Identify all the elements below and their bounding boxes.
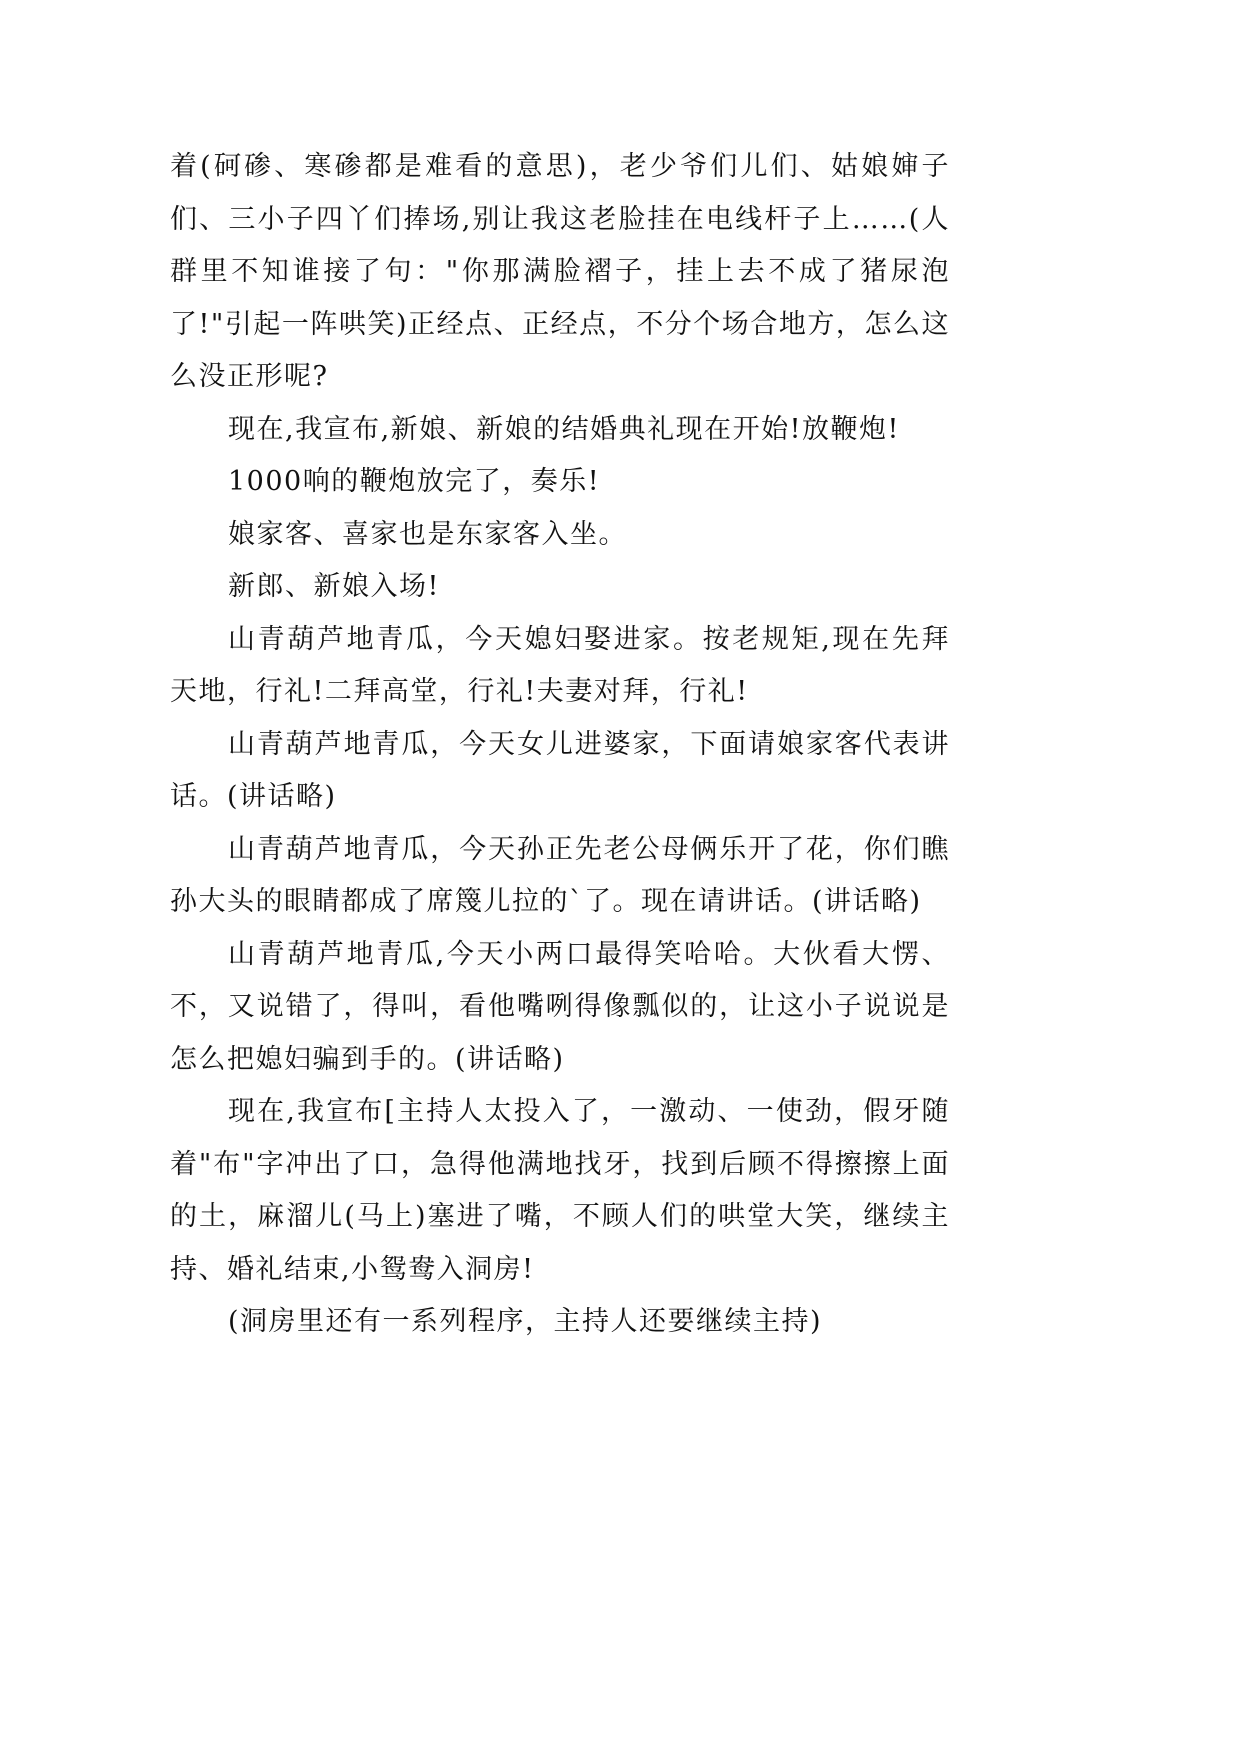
paragraph-1: 着(砢碜、寒碜都是难看的意思)，老少爷们儿们、姑娘婶子们、三小子四丫们捧场,别让我这老脸挂在电线杆子上……(人群里不知谁接了句："你那满脸褶子，挂上去不成了猪尿泡了!"引起一阵哄笑)正经点、正经点，不分个场合地方，怎么这么没正形呢?	[170, 151, 950, 392]
paragraph-7: 山青葫芦地青瓜，今天女儿进婆家，下面请娘家客代表讲话。(讲话略)	[170, 728, 950, 812]
paragraph-3: 1000响的鞭炮放完了，奏乐!	[228, 466, 601, 497]
paragraph-4: 娘家客、喜家也是东家客入坐。	[228, 518, 627, 550]
paragraph-8: 山青葫芦地青瓜，今天孙正先老公母俩乐开了花，你们瞧孙大头的眼睛都成了席篾儿拉的`了。现在请讲话。(讲话略)	[170, 833, 950, 917]
paragraph-5: 新郎、新娘入场!	[228, 571, 440, 602]
paragraph-11: (洞房里还有一系列程序，主持人还要继续主持)	[228, 1306, 823, 1337]
body-text	[170, 141, 950, 1349]
paragraph-9: 山青葫芦地青瓜,今天小两口最得笑哈哈。大伙看大愣、不，又说错了，得叫，看他嘴咧得像瓢似的，让这小子说说是怎么把媳妇骗到手的。(讲话略)	[170, 938, 950, 1075]
paragraph-2: 现在,我宣布,新娘、新娘的结婚典礼现在开始!放鞭炮!	[228, 413, 900, 445]
paragraph-10: 现在,我宣布[主持人太投入了，一激动、一使劲，假牙随着"布"字冲出了口，急得他满地找牙，找到后顾不得擦擦上面的土，麻溜儿(马上)塞进了嘴，不顾人们的哄堂大笑，继续主持、婚礼结束,小鸳鸯入洞房!	[170, 1096, 950, 1285]
paragraph-6: 山青葫芦地青瓜，今天媳妇娶进家。按老规矩,现在先拜天地，行礼!二拜高堂，行礼!夫妻对拜，行礼!	[170, 623, 950, 707]
